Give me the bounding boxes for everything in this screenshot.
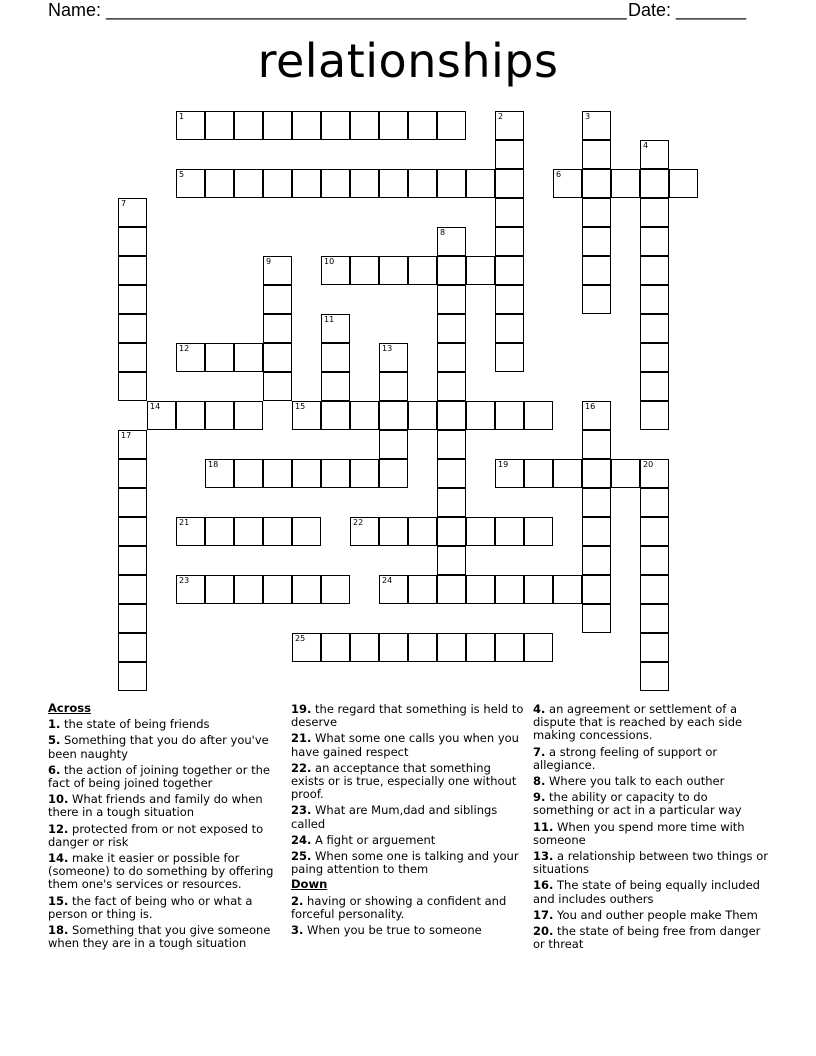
clue-text: What friends and family do when there in a tough situation xyxy=(48,792,263,820)
clue-number: 8. xyxy=(533,774,546,789)
clue-item xyxy=(291,834,527,847)
crossword-cell[interactable] xyxy=(379,343,408,372)
crossword-cell[interactable] xyxy=(118,430,147,459)
clue-item xyxy=(291,850,527,876)
crossword-cell[interactable] xyxy=(118,256,147,285)
crossword-cell[interactable] xyxy=(640,227,669,256)
crossword-cell[interactable] xyxy=(205,517,234,546)
crossword-cell[interactable] xyxy=(263,459,292,488)
crossword-cell[interactable] xyxy=(582,546,611,575)
clue-text: Where you talk to each outher xyxy=(549,774,725,789)
crossword-cell[interactable] xyxy=(263,256,292,285)
crossword-cell[interactable] xyxy=(118,546,147,575)
cell-number: 4 xyxy=(643,141,649,150)
crossword-cell[interactable] xyxy=(669,169,698,198)
crossword-cell[interactable] xyxy=(263,314,292,343)
crossword-cell[interactable] xyxy=(321,256,350,285)
crossword-cell[interactable] xyxy=(234,343,263,372)
crossword-cell[interactable] xyxy=(263,169,292,198)
crossword-cell[interactable] xyxy=(292,111,321,140)
crossword-cell[interactable] xyxy=(582,517,611,546)
crossword-cell[interactable] xyxy=(611,459,640,488)
crossword-cell[interactable] xyxy=(640,662,669,691)
cell-number: 23 xyxy=(179,576,190,585)
crossword-cell[interactable] xyxy=(118,662,147,691)
crossword-cell[interactable] xyxy=(640,256,669,285)
clue-text: having or showing a confident and forceful personality. xyxy=(291,893,507,921)
cell-number: 13 xyxy=(382,344,393,353)
crossword-cell[interactable] xyxy=(118,314,147,343)
crossword-cell[interactable] xyxy=(466,633,495,662)
crossword-cell[interactable] xyxy=(118,517,147,546)
crossword-cell[interactable] xyxy=(437,256,466,285)
clue-item xyxy=(533,775,769,788)
cell-number: 21 xyxy=(179,518,190,527)
crossword-cell[interactable] xyxy=(582,256,611,285)
clue-item xyxy=(533,925,769,951)
crossword-cell[interactable] xyxy=(437,633,466,662)
clue-item xyxy=(48,734,284,760)
clues-column-2 xyxy=(291,700,527,937)
crossword-cell[interactable] xyxy=(379,401,408,430)
clues-column-3 xyxy=(533,700,769,951)
crossword-cell[interactable] xyxy=(408,256,437,285)
crossword-cell[interactable] xyxy=(379,256,408,285)
crossword-cell[interactable] xyxy=(379,575,408,604)
crossword-cell[interactable] xyxy=(234,517,263,546)
crossword-cell[interactable] xyxy=(495,517,524,546)
clue-item xyxy=(48,764,284,790)
clue-item xyxy=(48,895,284,921)
clue-number: 14. xyxy=(48,851,69,866)
crossword-cell[interactable] xyxy=(524,633,553,662)
clue-text: What some one calls you when you have gained respect xyxy=(291,731,519,759)
crossword-cell[interactable] xyxy=(408,633,437,662)
crossword-cell[interactable] xyxy=(118,198,147,227)
crossword-cell[interactable] xyxy=(350,401,379,430)
clue-text: make it easier or possible for (someone) to do something by offering them one's services or resources. xyxy=(48,851,274,892)
crossword-cell[interactable] xyxy=(321,372,350,401)
crossword-cell[interactable] xyxy=(205,343,234,372)
crossword-cell[interactable] xyxy=(553,575,582,604)
crossword-cell[interactable] xyxy=(466,169,495,198)
clue-number: 1. xyxy=(48,717,61,732)
crossword-cell[interactable] xyxy=(437,430,466,459)
clue-text: an agreement or settlement of a dispute that is reached by each side making concessions. xyxy=(533,702,743,743)
crossword-cell[interactable] xyxy=(234,459,263,488)
cell-number: 10 xyxy=(324,257,335,266)
clue-item xyxy=(291,895,527,921)
crossword-cell[interactable] xyxy=(321,401,350,430)
crossword-cell[interactable] xyxy=(466,517,495,546)
across-heading: Across xyxy=(48,701,91,715)
crossword-cell[interactable] xyxy=(234,111,263,140)
crossword-cell[interactable] xyxy=(321,459,350,488)
crossword-cell[interactable] xyxy=(495,169,524,198)
clue-number: 10. xyxy=(48,792,69,807)
clue-text: A fight or arguement xyxy=(315,832,436,847)
clue-text: What are Mum,dad and siblings called xyxy=(291,803,498,831)
clue-number: 9. xyxy=(533,790,546,805)
crossword-cell[interactable] xyxy=(466,575,495,604)
crossword-cell[interactable] xyxy=(640,198,669,227)
crossword-cell[interactable] xyxy=(350,459,379,488)
clue-item xyxy=(533,821,769,847)
cell-number: 9 xyxy=(266,257,272,266)
crossword-cell[interactable] xyxy=(263,285,292,314)
clue-number: 3. xyxy=(291,923,304,938)
down-heading: Down xyxy=(291,877,328,892)
crossword-cell[interactable] xyxy=(176,401,205,430)
crossword-cell[interactable] xyxy=(553,169,582,198)
clue-number: 6. xyxy=(48,762,61,777)
crossword-cell[interactable] xyxy=(118,488,147,517)
crossword-cell[interactable] xyxy=(495,285,524,314)
clue-item xyxy=(533,746,769,772)
clue-item xyxy=(533,703,769,743)
crossword-cell[interactable] xyxy=(147,401,176,430)
crossword-cell[interactable] xyxy=(118,285,147,314)
page-title: relationships xyxy=(257,34,559,88)
clue-item xyxy=(48,852,284,892)
clue-item xyxy=(533,791,769,817)
crossword-cell[interactable] xyxy=(437,488,466,517)
cell-number: 1 xyxy=(179,112,185,121)
crossword-cell[interactable] xyxy=(379,430,408,459)
crossword-cell[interactable] xyxy=(263,517,292,546)
clue-text: The state of being equally included and includes outhers xyxy=(533,878,760,906)
crossword-cell[interactable] xyxy=(553,459,582,488)
crossword-cell[interactable] xyxy=(379,633,408,662)
crossword-cell[interactable] xyxy=(495,633,524,662)
crossword-cell[interactable] xyxy=(495,227,524,256)
crossword-cell[interactable] xyxy=(234,401,263,430)
clue-text: the state of being friends xyxy=(64,717,210,732)
clue-item xyxy=(48,793,284,819)
crossword-cell[interactable] xyxy=(292,459,321,488)
clue-text: the state of being free from danger or threat xyxy=(533,924,761,952)
crossword-cell[interactable] xyxy=(350,633,379,662)
clue-item xyxy=(533,879,769,905)
clue-text: When some one is talking and your paing attention to them xyxy=(291,849,519,877)
cell-number: 14 xyxy=(150,402,161,411)
crossword-cell[interactable] xyxy=(263,111,292,140)
clue-number: 20. xyxy=(533,924,554,939)
clue-item xyxy=(533,850,769,876)
clue-item xyxy=(48,718,284,731)
clue-item xyxy=(291,762,527,802)
cell-number: 25 xyxy=(295,634,306,643)
clue-text: protected from or not exposed to danger or risk xyxy=(48,821,264,849)
crossword-cell[interactable] xyxy=(234,575,263,604)
crossword-cell[interactable] xyxy=(205,575,234,604)
date-label: Date: _______ xyxy=(628,0,747,20)
crossword-cell[interactable] xyxy=(495,140,524,169)
clue-text: When you be true to someone xyxy=(307,923,482,938)
clue-number: 25. xyxy=(291,849,312,864)
crossword-cell[interactable] xyxy=(321,169,350,198)
clue-text: a relationship between two things or situations xyxy=(533,849,768,877)
crossword-cell[interactable] xyxy=(437,575,466,604)
clue-number: 12. xyxy=(48,821,69,836)
crossword-cell[interactable] xyxy=(118,343,147,372)
clue-number: 16. xyxy=(533,878,554,893)
crossword-cell[interactable] xyxy=(321,111,350,140)
clue-item xyxy=(291,732,527,758)
clue-number: 21. xyxy=(291,731,312,746)
crossword-cell[interactable] xyxy=(379,169,408,198)
crossword-cell[interactable] xyxy=(437,517,466,546)
clue-number: 18. xyxy=(48,923,69,938)
cell-number: 7 xyxy=(121,199,127,208)
crossword-cell[interactable] xyxy=(640,140,669,169)
crossword-cell[interactable] xyxy=(292,401,321,430)
crossword-cell[interactable] xyxy=(640,343,669,372)
crossword-cell[interactable] xyxy=(263,343,292,372)
crossword-cell[interactable] xyxy=(582,488,611,517)
clue-number: 5. xyxy=(48,733,61,748)
clue-item xyxy=(48,924,284,950)
crossword-cell[interactable] xyxy=(176,343,205,372)
clue-number: 24. xyxy=(291,832,312,847)
crossword-cell[interactable] xyxy=(582,604,611,633)
cell-number: 18 xyxy=(208,460,219,469)
crossword-cell[interactable] xyxy=(437,169,466,198)
crossword-cell[interactable] xyxy=(408,575,437,604)
clue-number: 7. xyxy=(533,744,546,759)
crossword-cell[interactable] xyxy=(437,401,466,430)
crossword-cell[interactable] xyxy=(582,169,611,198)
crossword-cell[interactable] xyxy=(292,169,321,198)
crossword-cell[interactable] xyxy=(466,401,495,430)
crossword-cell[interactable] xyxy=(118,372,147,401)
crossword-cell[interactable] xyxy=(350,256,379,285)
crossword-cell[interactable] xyxy=(524,575,553,604)
crossword-cell[interactable] xyxy=(263,575,292,604)
crossword-cell[interactable] xyxy=(495,343,524,372)
crossword-cell[interactable] xyxy=(437,459,466,488)
crossword-cell[interactable] xyxy=(118,633,147,662)
crossword-cell[interactable] xyxy=(495,459,524,488)
crossword-cell[interactable] xyxy=(582,111,611,140)
crossword-cell[interactable] xyxy=(379,459,408,488)
clue-number: 23. xyxy=(291,803,312,818)
clue-text: the action of joining together or the fact of being joined together xyxy=(48,762,270,791)
crossword-cell[interactable] xyxy=(234,169,263,198)
crossword-cell[interactable] xyxy=(205,111,234,140)
cell-number: 12 xyxy=(179,344,190,353)
crossword-cell[interactable] xyxy=(437,314,466,343)
crossword-cell[interactable] xyxy=(292,575,321,604)
clue-text: Something that you do after you've been naughty xyxy=(48,733,269,761)
crossword-cell[interactable] xyxy=(640,488,669,517)
cell-number: 6 xyxy=(556,170,562,179)
clue-item xyxy=(291,924,527,937)
crossword-cell[interactable] xyxy=(292,633,321,662)
crossword-cell[interactable] xyxy=(118,227,147,256)
cell-number: 8 xyxy=(440,228,446,237)
crossword-cell[interactable] xyxy=(640,285,669,314)
crossword-cell[interactable] xyxy=(640,517,669,546)
cell-number: 2 xyxy=(498,112,504,121)
crossword-cell[interactable] xyxy=(524,459,553,488)
crossword-cell[interactable] xyxy=(582,430,611,459)
clue-item xyxy=(48,823,284,849)
clue-number: 13. xyxy=(533,849,554,864)
crossword-cell[interactable] xyxy=(205,169,234,198)
crossword-cell[interactable] xyxy=(408,401,437,430)
crossword-cell[interactable] xyxy=(176,169,205,198)
crossword-cell[interactable] xyxy=(321,633,350,662)
crossword-cell[interactable] xyxy=(582,285,611,314)
clue-text: the regard that something is held to deserve xyxy=(291,702,524,730)
clue-item xyxy=(291,804,527,830)
cell-number: 11 xyxy=(324,315,335,324)
crossword-cell[interactable] xyxy=(640,401,669,430)
cell-number: 22 xyxy=(353,518,364,527)
clue-item xyxy=(291,703,527,729)
crossword-cell[interactable] xyxy=(495,256,524,285)
crossword-cell[interactable] xyxy=(176,575,205,604)
clue-text: When you spend more time with someone xyxy=(533,819,745,847)
crossword-cell[interactable] xyxy=(292,517,321,546)
crossword-cell[interactable] xyxy=(582,575,611,604)
crossword-cell[interactable] xyxy=(582,227,611,256)
clues-column-1 xyxy=(48,700,284,950)
clue-number: 11. xyxy=(533,819,554,834)
crossword-cell[interactable] xyxy=(118,575,147,604)
crossword-cell[interactable] xyxy=(495,198,524,227)
crossword-cell[interactable] xyxy=(176,517,205,546)
cell-number: 15 xyxy=(295,402,306,411)
crossword-cell[interactable] xyxy=(350,517,379,546)
clue-number: 4. xyxy=(533,702,546,716)
crossword-cell[interactable] xyxy=(321,575,350,604)
crossword-cell[interactable] xyxy=(437,285,466,314)
cell-number: 19 xyxy=(498,460,509,469)
crossword-cell[interactable] xyxy=(495,575,524,604)
crossword-cell[interactable] xyxy=(495,314,524,343)
crossword-cell[interactable] xyxy=(437,546,466,575)
crossword-cell[interactable] xyxy=(408,517,437,546)
clue-number: 19. xyxy=(291,702,312,716)
crossword-cell[interactable] xyxy=(582,140,611,169)
crossword-cell[interactable] xyxy=(495,111,524,140)
crossword-cell[interactable] xyxy=(582,401,611,430)
crossword-cell[interactable] xyxy=(321,314,350,343)
crossword-cell[interactable] xyxy=(524,401,553,430)
crossword-cell[interactable] xyxy=(640,546,669,575)
crossword-cell[interactable] xyxy=(611,169,640,198)
clue-number: 17. xyxy=(533,907,554,922)
crossword-cell[interactable] xyxy=(437,227,466,256)
name-label: Name: ____________________________________________________ xyxy=(48,0,627,20)
clue-number: 2. xyxy=(291,893,304,908)
crossword-cell[interactable] xyxy=(582,198,611,227)
crossword-cell[interactable] xyxy=(379,372,408,401)
crossword-cell[interactable] xyxy=(640,314,669,343)
cell-number: 16 xyxy=(585,402,596,411)
crossword-cell[interactable] xyxy=(408,111,437,140)
crossword-cell[interactable] xyxy=(379,111,408,140)
crossword-cell[interactable] xyxy=(263,372,292,401)
crossword-cell[interactable] xyxy=(466,256,495,285)
crossword-cell[interactable] xyxy=(640,633,669,662)
clue-number: 22. xyxy=(291,760,312,775)
crossword-cell[interactable] xyxy=(350,169,379,198)
cell-number: 17 xyxy=(121,431,132,440)
crossword-cell[interactable] xyxy=(640,372,669,401)
crossword-cell[interactable] xyxy=(118,604,147,633)
crossword-cell[interactable] xyxy=(205,401,234,430)
crossword-cell[interactable] xyxy=(437,111,466,140)
clue-text: the fact of being who or what a person or thing is. xyxy=(48,893,253,921)
clue-text: a strong feeling of support or allegiance. xyxy=(533,744,718,772)
crossword-cell[interactable] xyxy=(350,111,379,140)
cell-number: 5 xyxy=(179,170,185,179)
cell-number: 24 xyxy=(382,576,393,585)
crossword-cell[interactable] xyxy=(321,343,350,372)
crossword-cell[interactable] xyxy=(640,459,669,488)
crossword-cell[interactable] xyxy=(408,169,437,198)
crossword-cell[interactable] xyxy=(379,517,408,546)
crossword-cell[interactable] xyxy=(176,111,205,140)
crossword-cell[interactable] xyxy=(640,604,669,633)
crossword-cell[interactable] xyxy=(640,575,669,604)
crossword-cell[interactable] xyxy=(205,459,234,488)
clue-text: You and outher people make Them xyxy=(557,907,758,922)
crossword-cell[interactable] xyxy=(118,459,147,488)
clue-text: Something that you give someone when they are in a tough situation xyxy=(48,923,271,951)
crossword-cell[interactable] xyxy=(437,372,466,401)
clue-text: the ability or capacity to do something or act in a particular way xyxy=(533,790,742,818)
crossword-cell[interactable] xyxy=(582,459,611,488)
clue-item xyxy=(533,909,769,922)
crossword-cell[interactable] xyxy=(437,343,466,372)
clue-number: 15. xyxy=(48,893,69,908)
clue-text: an acceptance that something exists or is true, especially one without proof. xyxy=(291,760,517,802)
cell-number: 3 xyxy=(585,112,591,121)
crossword-cell[interactable] xyxy=(524,517,553,546)
crossword-cell[interactable] xyxy=(640,169,669,198)
crossword-cell[interactable] xyxy=(495,401,524,430)
cell-number: 20 xyxy=(643,460,654,469)
